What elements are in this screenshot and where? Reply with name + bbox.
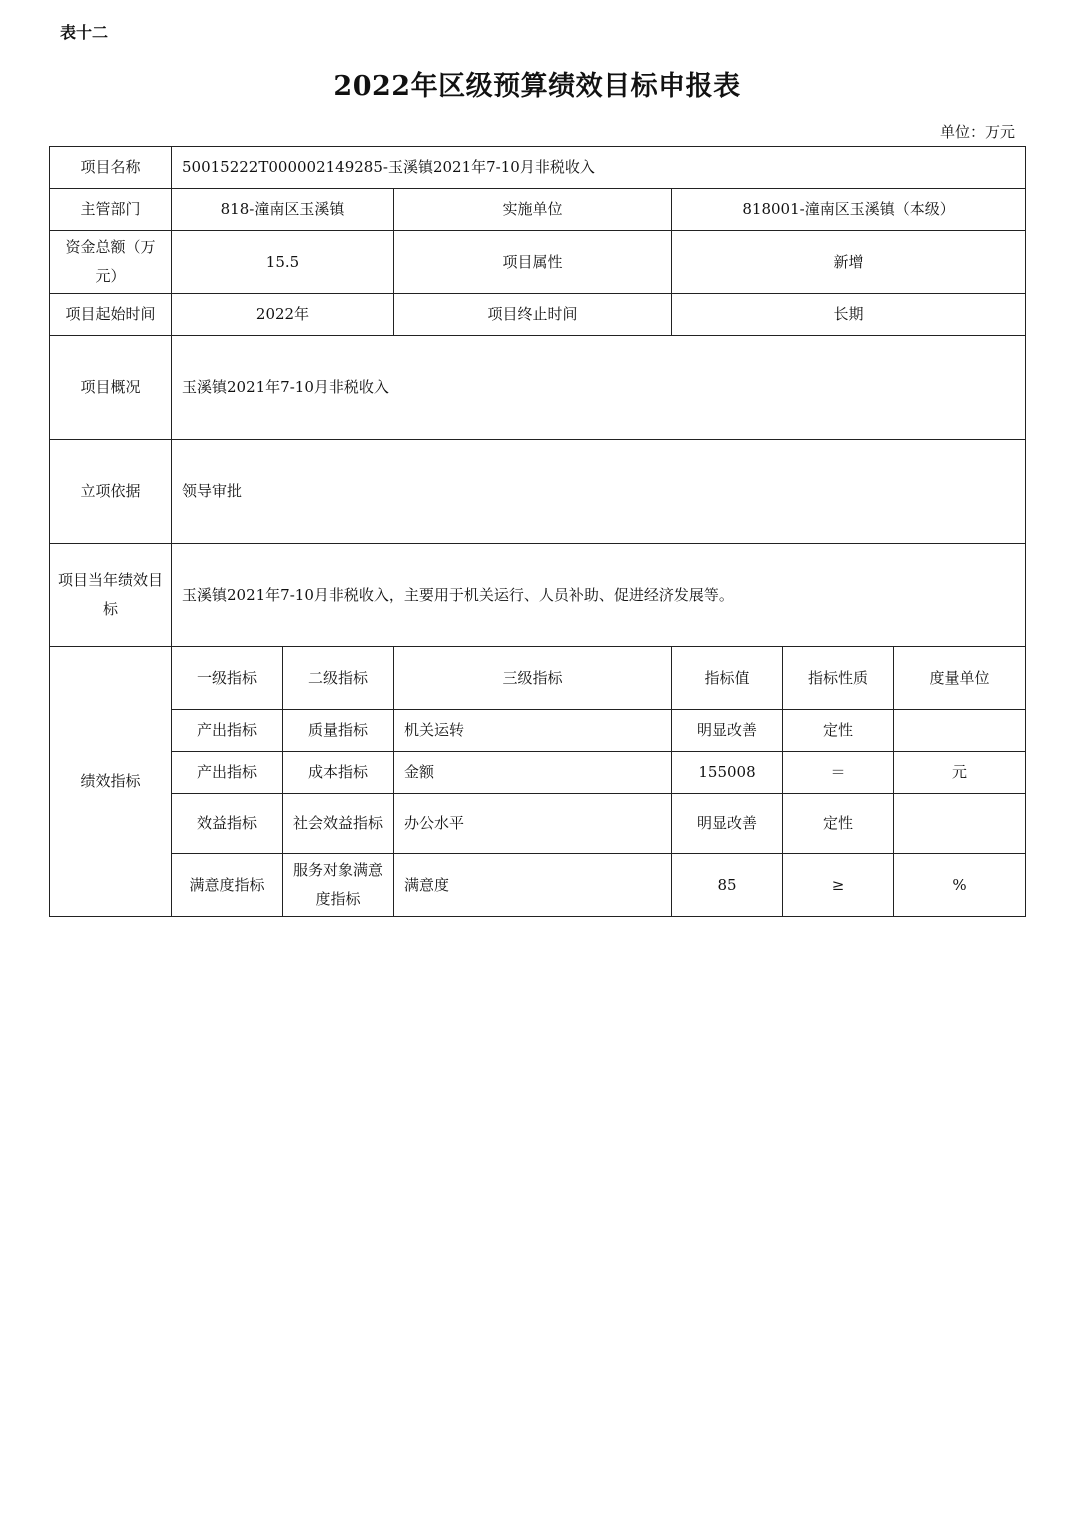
approval-basis-label: 立项依据 [50, 440, 172, 544]
table-row [50, 710, 1026, 752]
indicator-value-cell: 155008 [672, 752, 783, 794]
end-time-label: 项目终止时间 [394, 294, 672, 336]
project-name-label: 项目名称 [50, 147, 172, 189]
department-label: 主管部门 [50, 189, 172, 231]
row-project-name [50, 147, 1026, 189]
implementing-unit-label: 实施单位 [394, 189, 672, 231]
table-row [50, 752, 1026, 794]
level1-cell: 产出指标 [172, 710, 283, 752]
level2-cell: 服务对象满意度指标 [283, 854, 394, 917]
indicator-nature-cell: ＝ [783, 752, 894, 794]
project-overview-label: 项目概况 [50, 336, 172, 440]
indicator-nature-cell: ≥ [783, 854, 894, 917]
table-row [50, 854, 1026, 917]
indicator-value-cell: 明显改善 [672, 710, 783, 752]
measure-unit-cell: 元 [894, 752, 1026, 794]
implementing-unit-value: 818001-潼南区玉溪镇（本级） [672, 189, 1026, 231]
level3-cell: 满意度 [394, 854, 672, 917]
header-level2: 二级指标 [283, 647, 394, 710]
table-row [50, 794, 1026, 854]
level2-cell: 质量指标 [283, 710, 394, 752]
level3-cell: 办公水平 [394, 794, 672, 854]
total-funds-label: 资金总额（万元） [50, 231, 172, 294]
unit-label: 单位：万元 [939, 123, 1015, 141]
department-value: 818-潼南区玉溪镇 [172, 189, 394, 231]
measure-unit-cell [894, 794, 1026, 854]
start-time-value: 2022年 [172, 294, 394, 336]
total-funds-value: 15.5 [172, 231, 394, 294]
table-number-label: 表十二 [60, 23, 109, 42]
indicator-header-row [50, 647, 1026, 710]
end-time-value: 长期 [672, 294, 1026, 336]
project-attribute-value: 新增 [672, 231, 1026, 294]
performance-indicators-label: 绩效指标 [50, 647, 172, 917]
approval-basis-value: 领导审批 [172, 440, 1026, 544]
row-overview [50, 336, 1026, 440]
row-basis [50, 440, 1026, 544]
document-title: 2022年区级预算绩效目标申报表 [333, 71, 741, 102]
project-overview-value: 玉溪镇2021年7-10月非税收入 [172, 336, 1026, 440]
level3-cell: 金额 [394, 752, 672, 794]
measure-unit-cell [894, 710, 1026, 752]
header-measure-unit: 度量单位 [894, 647, 1026, 710]
header-level1: 一级指标 [172, 647, 283, 710]
indicator-nature-cell: 定性 [783, 794, 894, 854]
indicator-value-cell: 85 [672, 854, 783, 917]
level1-cell: 效益指标 [172, 794, 283, 854]
project-name-value: 50015222T000002149285-玉溪镇2021年7-10月非税收入 [172, 147, 1026, 189]
row-department [50, 189, 1026, 231]
header-indicator-value: 指标值 [672, 647, 783, 710]
row-annual-goal [50, 544, 1026, 647]
level3-cell: 机关运转 [394, 710, 672, 752]
annual-goal-value: 玉溪镇2021年7-10月非税收入，主要用于机关运行、人员补助、促进经济发展等。 [172, 544, 1026, 647]
measure-unit-cell: % [894, 854, 1026, 917]
level2-cell: 社会效益指标 [283, 794, 394, 854]
header-indicator-nature: 指标性质 [783, 647, 894, 710]
row-funds [50, 231, 1026, 294]
level1-cell: 产出指标 [172, 752, 283, 794]
performance-target-table [49, 146, 1026, 917]
indicator-value-cell: 明显改善 [672, 794, 783, 854]
header-level3: 三级指标 [394, 647, 672, 710]
indicator-nature-cell: 定性 [783, 710, 894, 752]
level1-cell: 满意度指标 [172, 854, 283, 917]
annual-goal-label: 项目当年绩效目标 [50, 544, 172, 647]
start-time-label: 项目起始时间 [50, 294, 172, 336]
project-attribute-label: 项目属性 [394, 231, 672, 294]
level2-cell: 成本指标 [283, 752, 394, 794]
row-dates [50, 294, 1026, 336]
